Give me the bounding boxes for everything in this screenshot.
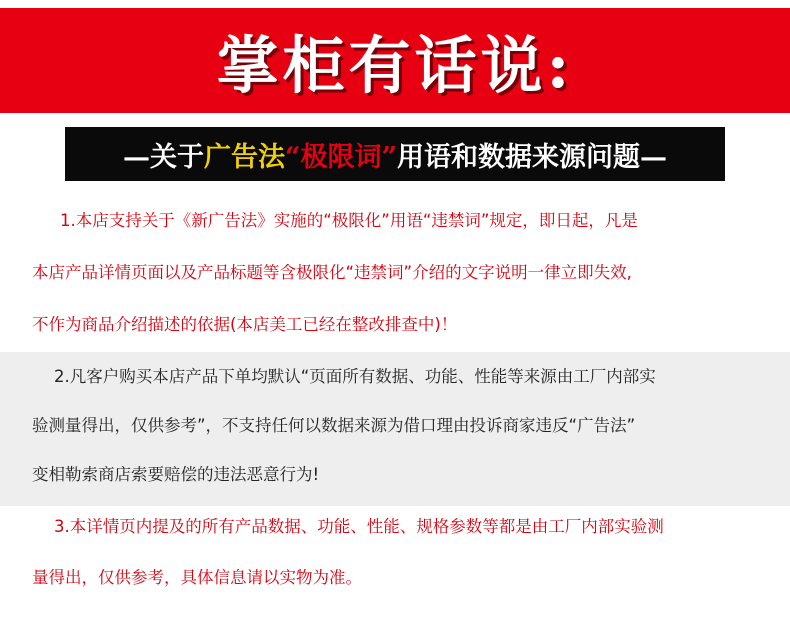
notice-section-3 — [0, 506, 790, 618]
notice-1-line-1: 1.本店支持关于《新广告法》实施的“极限化”用语“违禁词”规定，即日起，凡是 — [60, 211, 638, 230]
notice-2-line-1: 2.凡客户购买本店产品下单均默认“页面所有数据、功能、性能等来源由工厂内部实 — [54, 367, 656, 386]
subtitle-suffix: 用语和数据来源问题— — [397, 141, 668, 173]
subtitle — [123, 135, 667, 174]
notice-2-line-3: 变相勒索商店索要赔偿的违法恶意行为! — [32, 465, 320, 484]
notice-section-1 — [0, 194, 790, 352]
notice-2-line-2: 验测量得出，仅供参考”，不支持任何以数据来源为借口理由投诉商家违反“广告法” — [32, 416, 636, 435]
notice-section-2 — [0, 352, 790, 506]
page-title: 掌柜有话说: — [216, 29, 574, 102]
subtitle-bar — [65, 127, 725, 181]
notice-1-line-3: 不作为商品介绍描述的依据(本店美工已经在整改排查中)！ — [32, 315, 458, 334]
notice-1-line-2: 本店产品详情页面以及产品标题等含极限化“违禁词”介绍的文字说明一律立即失效, — [32, 263, 632, 282]
notice-3-line-2: 量得出，仅供参考，具体信息请以实物为准。 — [32, 568, 362, 587]
subtitle-prefix: —关于 — [122, 141, 204, 173]
subtitle-highlight-extreme-words: “极限词” — [284, 141, 398, 173]
notice-3-line-1: 3.本详情页内提及的所有产品数据、功能、性能、规格参数等都是由工厂内部实验测 — [54, 517, 664, 536]
subtitle-highlight-ad-law: 广告法 — [203, 141, 285, 173]
title-banner — [0, 8, 790, 113]
